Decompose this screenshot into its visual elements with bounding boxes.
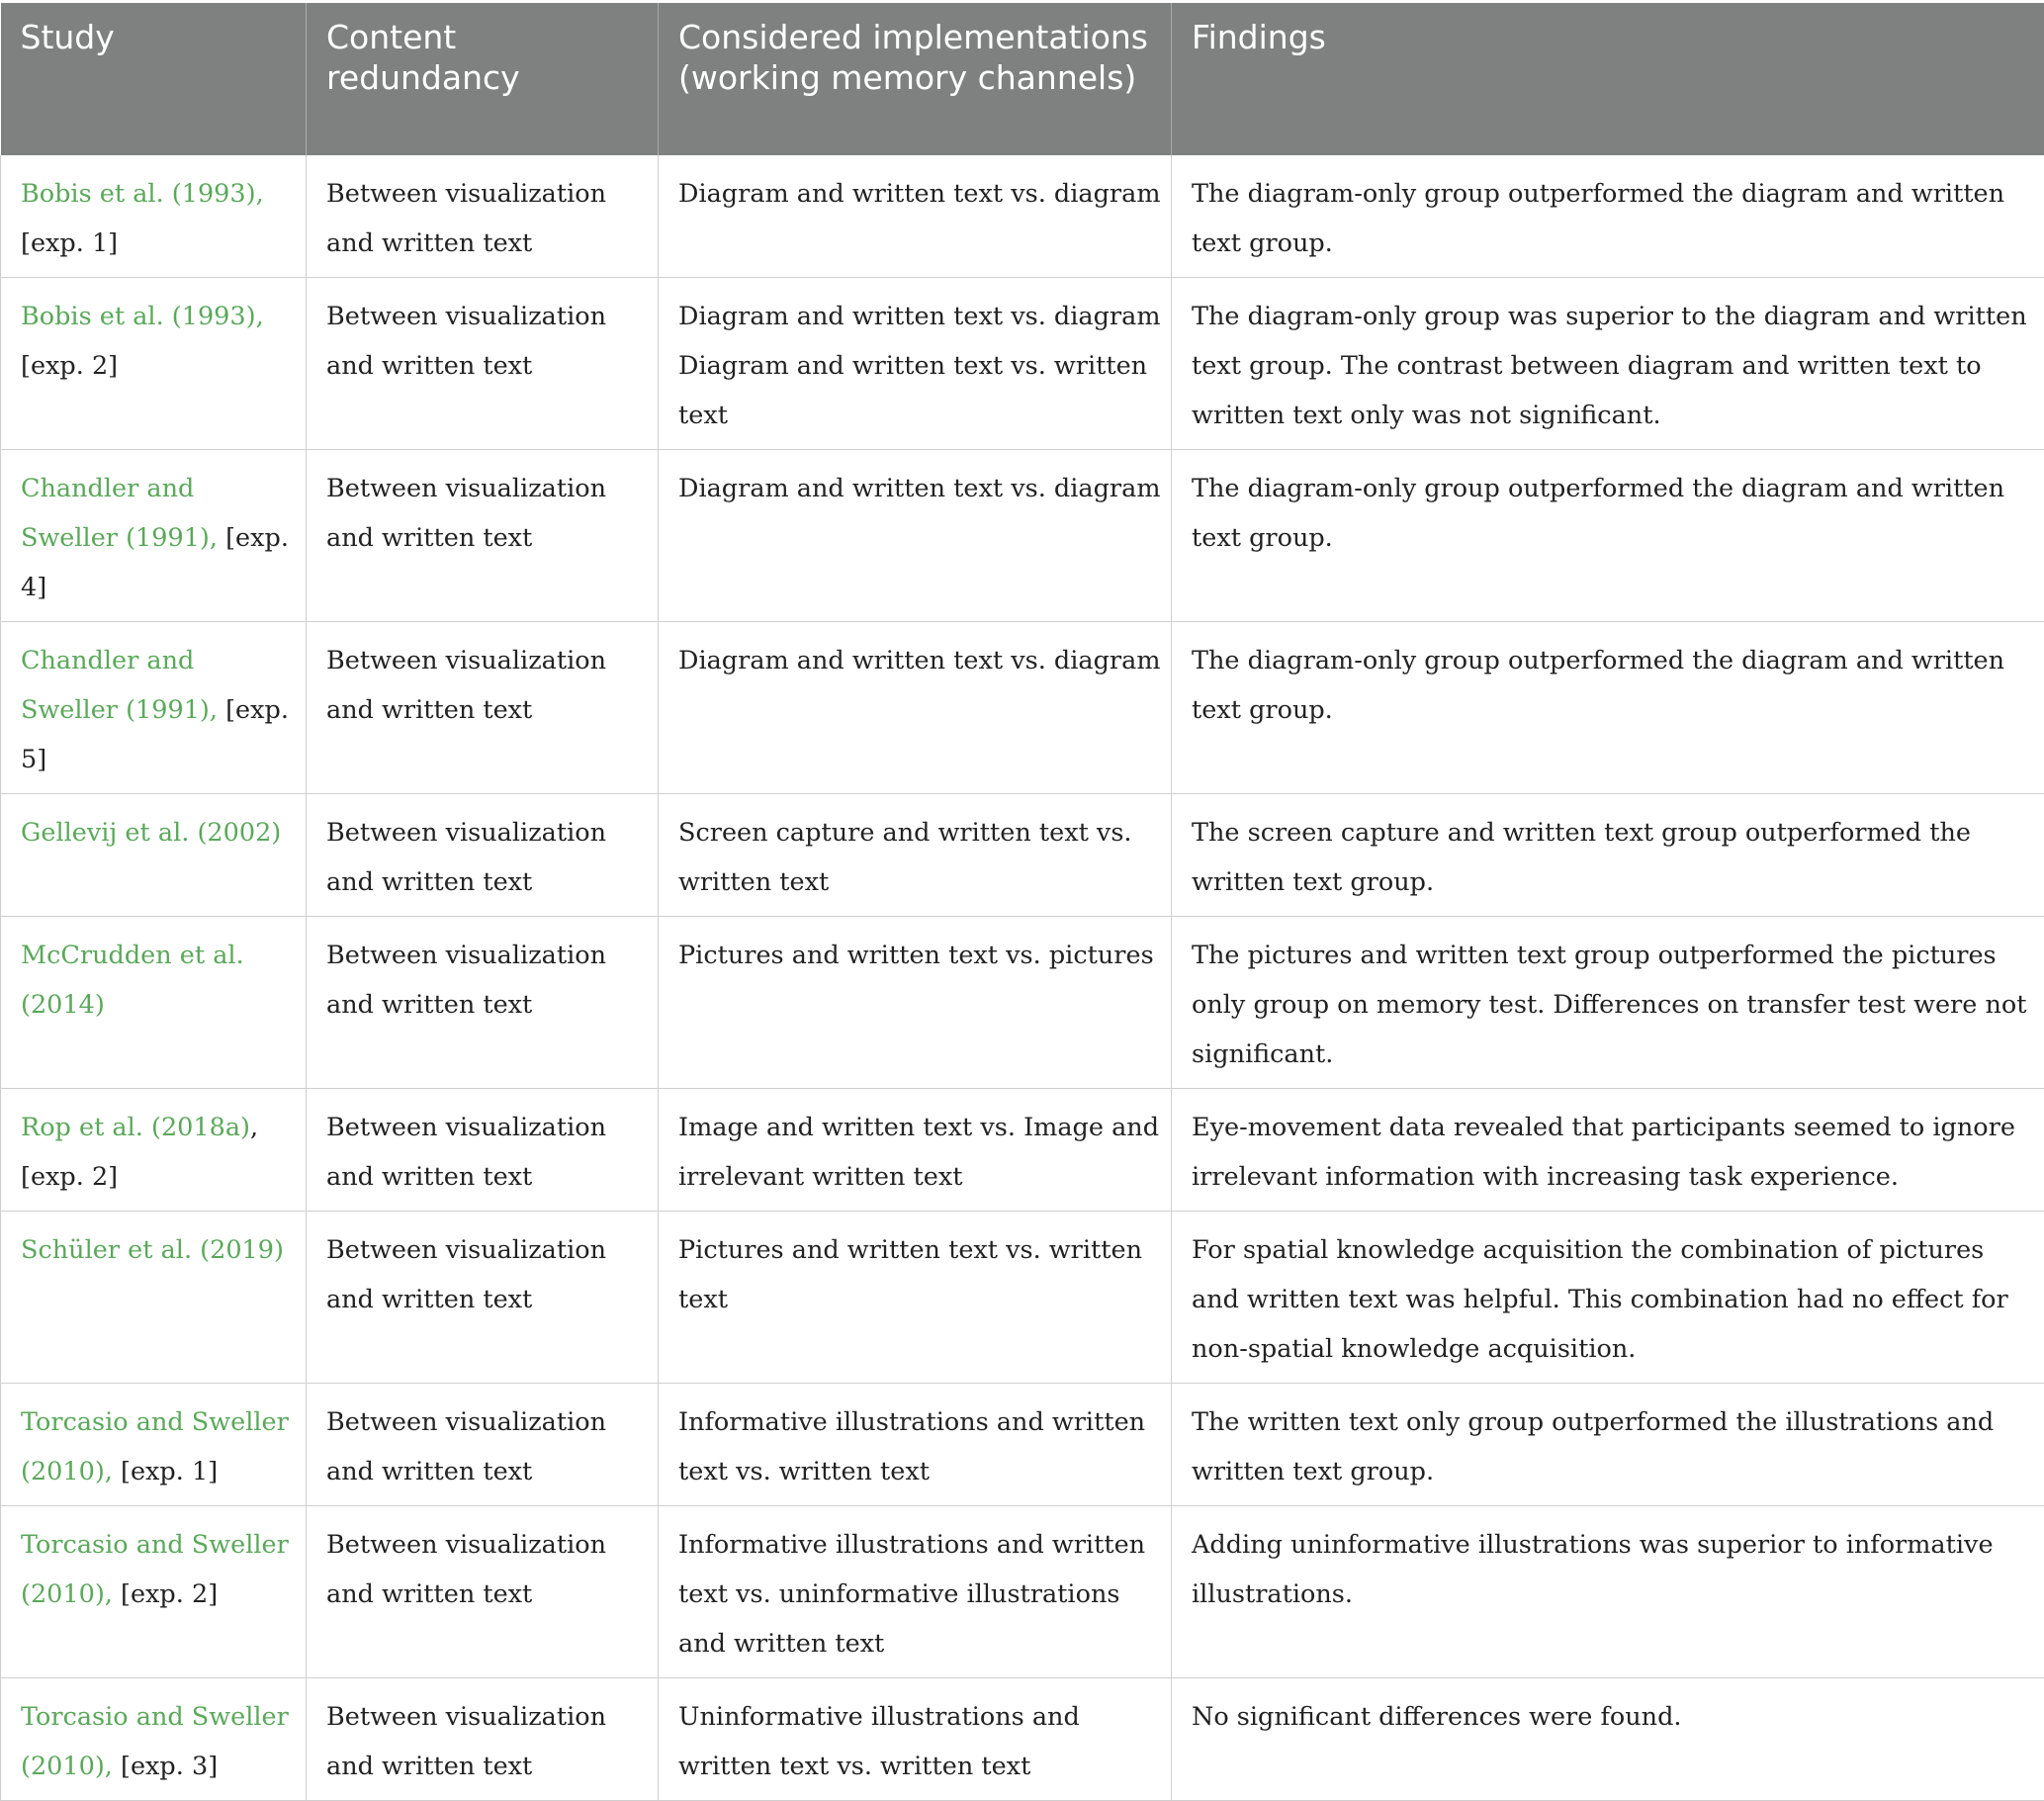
- implementations-cell: [659, 1506, 1172, 1678]
- content-redundancy-cell: Between visualization and written text: [307, 1678, 659, 1801]
- study-experiment-label: [exp. 1]: [113, 1457, 218, 1486]
- implementation-line: Informative illustrations and written text vs. uninformative illustrations and written text: [678, 1520, 1163, 1668]
- study-cell: [1, 1506, 307, 1678]
- implementation-line: Diagram and written text vs. written text: [678, 341, 1163, 440]
- findings-cell: Adding uninformative illustrations was superior to informative illustrations.: [1172, 1506, 2044, 1678]
- study-citation-link[interactable]: Bobis et al. (1993),: [21, 302, 264, 331]
- findings-cell: The screen capture and written text group outperformed the written text group.: [1172, 794, 2044, 917]
- implementations-cell: [659, 1212, 1172, 1384]
- implementation-line: Diagram and written text vs. diagram: [678, 169, 1163, 219]
- table-row: [1, 917, 2044, 1089]
- table-row: [1, 1506, 2044, 1678]
- study-citation-link[interactable]: Torcasio and Sweller (2010),: [21, 1702, 289, 1781]
- implementations-cell: [659, 450, 1172, 622]
- header-findings: Findings: [1172, 3, 2044, 155]
- table-row: [1, 450, 2044, 622]
- content-redundancy-cell: Between visualization and written text: [307, 1089, 659, 1212]
- study-cell: [1, 1678, 307, 1801]
- content-redundancy-cell: Between visualization and written text: [307, 794, 659, 917]
- implementation-line: Diagram and written text vs. diagram: [678, 464, 1163, 513]
- implementation-line: Diagram and written text vs. diagram: [678, 636, 1163, 685]
- implementations-cell: [659, 794, 1172, 917]
- studies-table-container: [0, 3, 2044, 1801]
- header-study: Study: [1, 3, 307, 155]
- study-cell: [1, 1384, 307, 1506]
- content-redundancy-cell: Between visualization and written text: [307, 622, 659, 794]
- study-citation-link[interactable]: Rop et al. (2018a): [21, 1113, 250, 1142]
- header-row: [1, 3, 2044, 155]
- content-redundancy-cell: Between visualization and written text: [307, 155, 659, 278]
- table-row: [1, 155, 2044, 278]
- findings-cell: No significant differences were found.: [1172, 1678, 2044, 1801]
- table-row: [1, 622, 2044, 794]
- implementations-cell: [659, 1678, 1172, 1801]
- findings-cell: The written text only group outperformed the illustrations and written text group.: [1172, 1384, 2044, 1506]
- findings-cell: The diagram-only group outperformed the diagram and written text group.: [1172, 155, 2044, 278]
- table-body: [1, 155, 2044, 1801]
- table-row: [1, 1089, 2044, 1212]
- study-cell: [1, 278, 307, 450]
- implementations-cell: [659, 278, 1172, 450]
- implementation-line: Pictures and written text vs. pictures: [678, 931, 1163, 980]
- findings-cell: For spatial knowledge acquisition the combination of pictures and written text was helpful. This combination had no effect for non-spatial knowledge acquisition.: [1172, 1212, 2044, 1384]
- table-row: [1, 1678, 2044, 1801]
- study-cell: [1, 450, 307, 622]
- study-citation-link[interactable]: Chandler and Sweller (1991),: [21, 646, 218, 725]
- table-row: [1, 1212, 2044, 1384]
- header-considered-implementations: Considered implementations (working memory channels): [659, 3, 1172, 155]
- studies-table: [0, 3, 2044, 1801]
- implementations-cell: [659, 622, 1172, 794]
- implementation-line: Diagram and written text vs. diagram: [678, 292, 1163, 341]
- content-redundancy-cell: Between visualization and written text: [307, 450, 659, 622]
- findings-cell: The diagram-only group outperformed the diagram and written text group.: [1172, 450, 2044, 622]
- study-experiment-label: [exp. 4]: [21, 523, 289, 602]
- implementation-line: Informative illustrations and written text vs. written text: [678, 1397, 1163, 1496]
- implementations-cell: [659, 1089, 1172, 1212]
- implementation-line: Uninformative illustrations and written text vs. written text: [678, 1692, 1163, 1791]
- content-redundancy-cell: Between visualization and written text: [307, 917, 659, 1089]
- findings-cell: The diagram-only group outperformed the diagram and written text group.: [1172, 622, 2044, 794]
- content-redundancy-cell: Between visualization and written text: [307, 1212, 659, 1384]
- table-row: [1, 1384, 2044, 1506]
- findings-cell: The pictures and written text group outperformed the pictures only group on memory test. Differences on transfer test were not significant.: [1172, 917, 2044, 1089]
- study-citation-link[interactable]: Schüler et al. (2019): [21, 1235, 284, 1265]
- study-experiment-label: [exp. 2]: [113, 1579, 218, 1609]
- header-content-redundancy: Content redundancy: [307, 3, 659, 155]
- study-citation-link[interactable]: Chandler and Sweller (1991),: [21, 474, 218, 553]
- table-row: [1, 278, 2044, 450]
- implementations-cell: [659, 155, 1172, 278]
- study-citation-link[interactable]: Torcasio and Sweller (2010),: [21, 1530, 289, 1609]
- content-redundancy-cell: Between visualization and written text: [307, 1506, 659, 1678]
- implementation-line: Pictures and written text vs. written text: [678, 1225, 1163, 1324]
- study-experiment-label: [exp. 2]: [21, 351, 118, 381]
- implementation-line: Image and written text vs. Image and irrelevant written text: [678, 1103, 1163, 1202]
- study-citation-link[interactable]: Torcasio and Sweller (2010),: [21, 1407, 289, 1486]
- study-experiment-label: [exp. 3]: [113, 1752, 218, 1781]
- study-cell: [1, 917, 307, 1089]
- study-experiment-label: , [exp. 2]: [21, 1113, 258, 1192]
- findings-cell: Eye-movement data revealed that participants seemed to ignore irrelevant information with increasing task experience.: [1172, 1089, 2044, 1212]
- study-experiment-label: [exp. 5]: [21, 695, 289, 774]
- implementations-cell: [659, 917, 1172, 1089]
- study-cell: [1, 155, 307, 278]
- study-cell: [1, 1212, 307, 1384]
- implementation-line: Screen capture and written text vs. written text: [678, 808, 1163, 907]
- study-cell: [1, 794, 307, 917]
- table-header: [1, 3, 2044, 155]
- table-row: [1, 794, 2044, 917]
- content-redundancy-cell: Between visualization and written text: [307, 278, 659, 450]
- content-redundancy-cell: Between visualization and written text: [307, 1384, 659, 1506]
- findings-cell: The diagram-only group was superior to the diagram and written text group. The contrast between diagram and written text to written text only was not significant.: [1172, 278, 2044, 450]
- study-cell: [1, 622, 307, 794]
- study-cell: [1, 1089, 307, 1212]
- study-experiment-label: [exp. 1]: [21, 228, 118, 258]
- study-citation-link[interactable]: Bobis et al. (1993),: [21, 179, 264, 209]
- implementations-cell: [659, 1384, 1172, 1506]
- study-citation-link[interactable]: Gellevij et al. (2002): [21, 818, 281, 848]
- study-citation-link[interactable]: McCrudden et al. (2014): [21, 941, 244, 1020]
